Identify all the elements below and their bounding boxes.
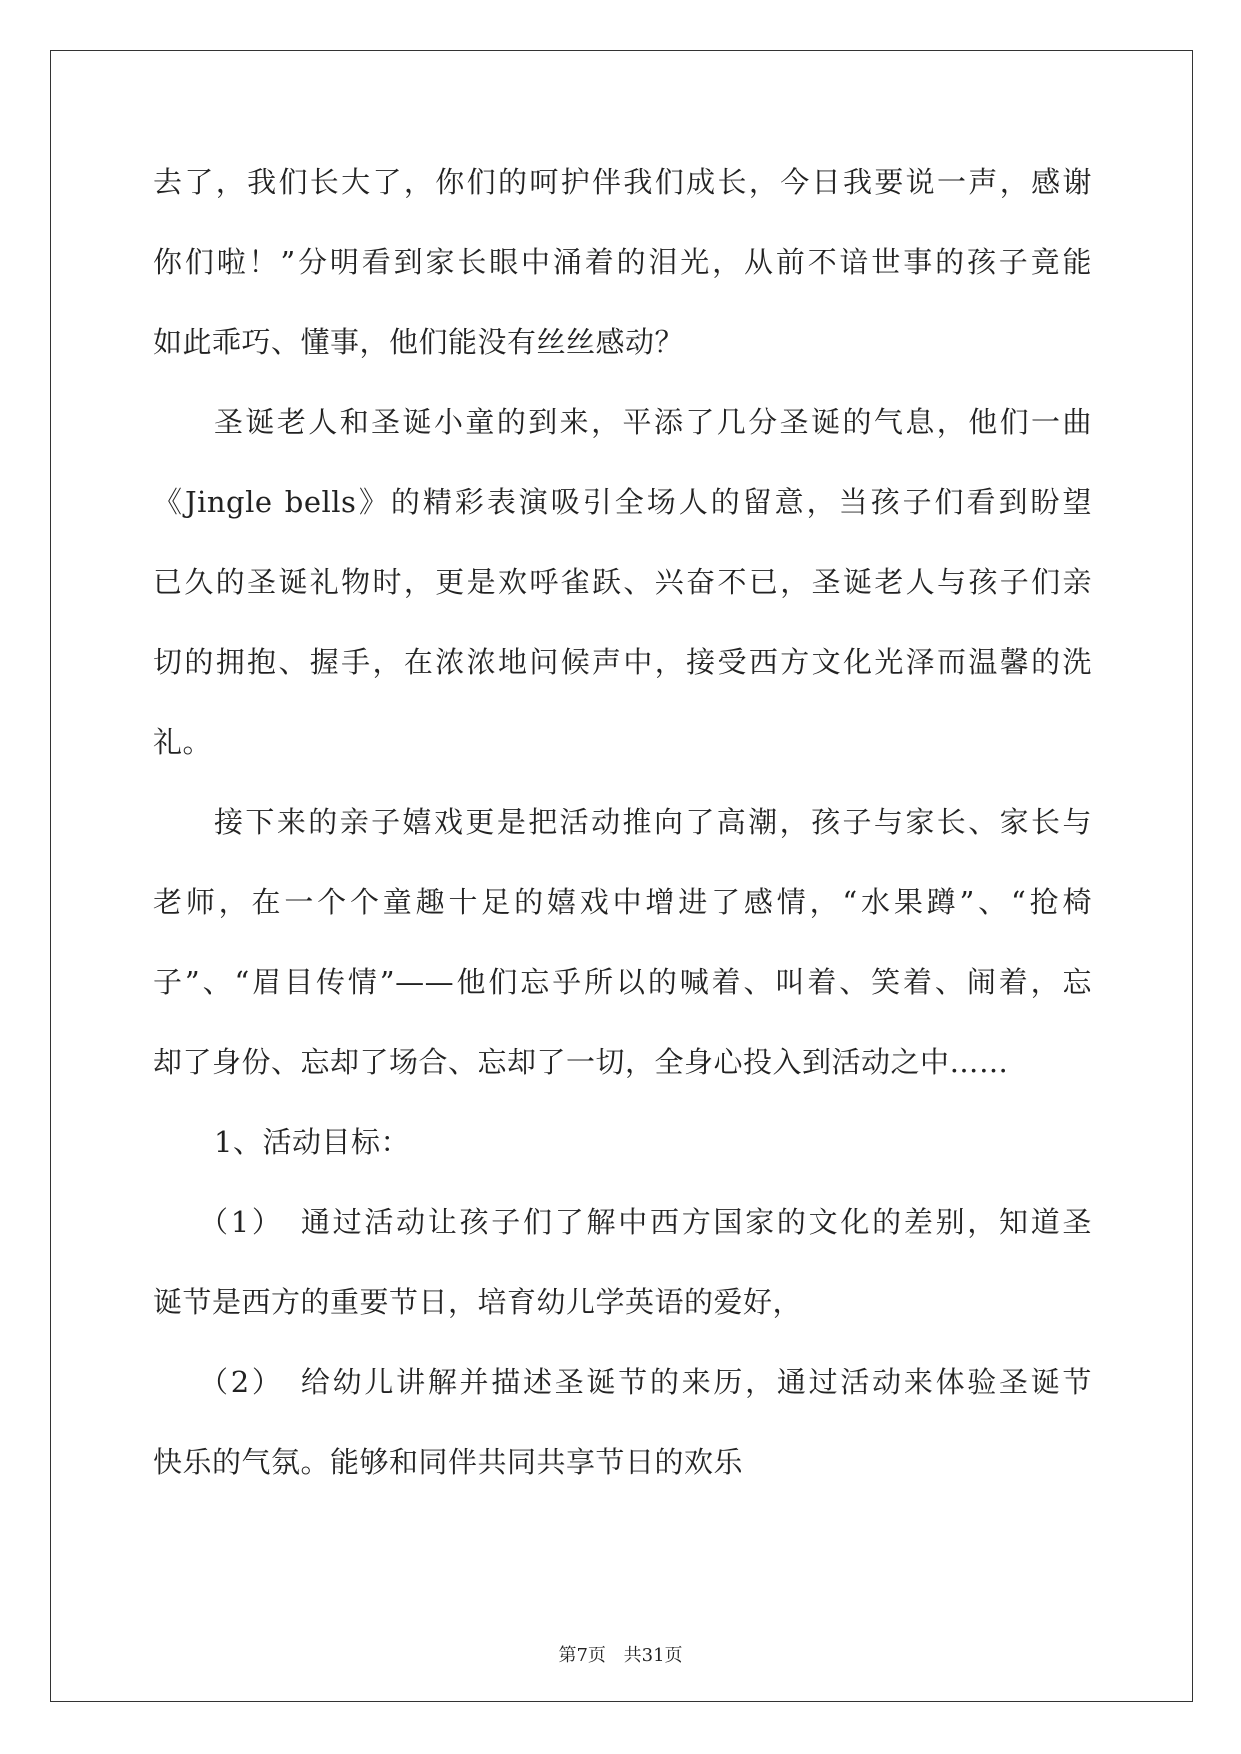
text-line: 去了，我们长大了，你们的呵护伴我们成长，今日我要说一声，感谢 <box>153 165 1092 199</box>
text-line: 《Jingle bells》的精彩表演吸引全场人的留意，当孩子们看到盼望 <box>153 485 1092 519</box>
list-item-line: （2） 给幼儿讲解并描述圣诞节的来历，通过活动来体验圣诞节 <box>199 1365 1092 1399</box>
document-body <box>153 162 1092 1522</box>
total-pages: 共31页 <box>623 1645 683 1666</box>
page-footer <box>0 1641 1241 1667</box>
section-heading: 1、活动目标： <box>214 1125 410 1159</box>
text-line: 如此乖巧、懂事，他们能没有丝丝感动？ <box>153 325 685 359</box>
text-line: 礼。 <box>153 725 213 759</box>
text-line: 却了身份、忘却了场合、忘却了一切，全身心投入到活动之中…… <box>153 1045 1009 1079</box>
paragraph-start-line: 接下来的亲子嬉戏更是把活动推向了高潮，孩子与家长、家长与 <box>214 805 1092 839</box>
text-line: 快乐的气氛。能够和同伴共同共享节日的欢乐 <box>153 1445 744 1479</box>
list-item-line: （1） 通过活动让孩子们了解中西方国家的文化的差别，知道圣 <box>199 1205 1092 1239</box>
text-line: 诞节是西方的重要节日，培育幼儿学英语的爱好， <box>153 1285 803 1319</box>
text-line: 切的拥抱、握手，在浓浓地问候声中，接受西方文化光泽而温馨的洗 <box>153 645 1092 679</box>
text-line: 已久的圣诞礼物时，更是欢呼雀跃、兴奋不已，圣诞老人与孩子们亲 <box>153 565 1092 599</box>
page-number: 第7页 <box>558 1645 606 1666</box>
paragraph-start-line: 圣诞老人和圣诞小童的到来，平添了几分圣诞的气息，他们一曲 <box>214 405 1092 439</box>
text-line: 你们啦！”分明看到家长眼中涌着的泪光，从前不谙世事的孩子竟能 <box>153 245 1092 279</box>
text-line: 老师，在一个个童趣十足的嬉戏中增进了感情，“水果蹲”、“抢椅 <box>153 885 1092 919</box>
text-line: 子”、“眉目传情”——他们忘乎所以的喊着、叫着、笑着、闹着，忘 <box>153 965 1092 999</box>
